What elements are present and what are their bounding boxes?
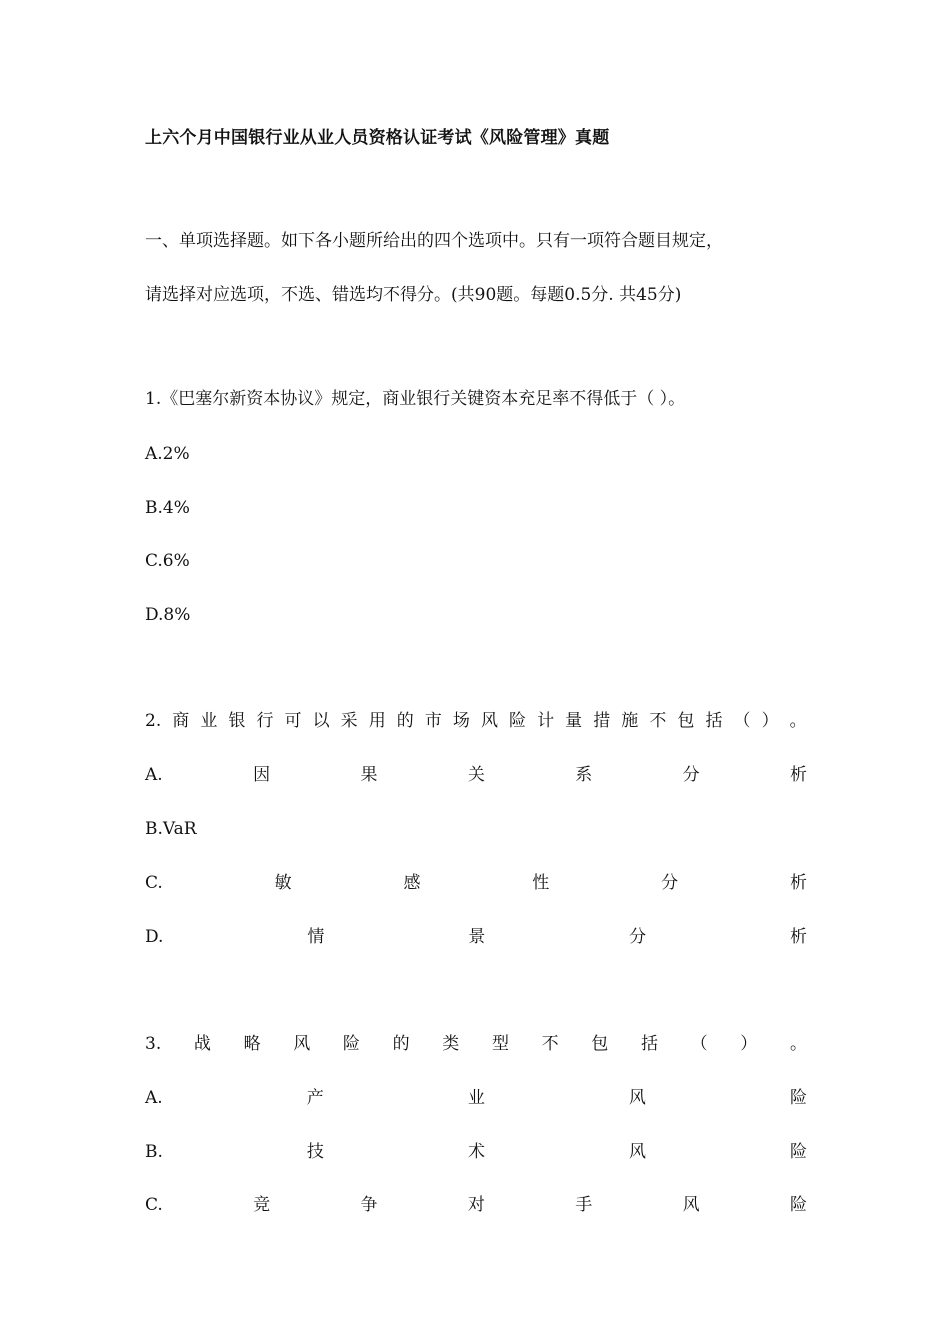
- text-token: 景: [468, 927, 486, 947]
- text-token: A.: [145, 1088, 163, 1108]
- text-token: C.: [145, 1195, 163, 1215]
- text-token: 计: [537, 711, 555, 731]
- text-token: 业: [467, 1088, 485, 1108]
- text-token: 对: [467, 1195, 485, 1215]
- text-token: 险: [789, 1142, 807, 1162]
- text-token: 包: [591, 1034, 609, 1054]
- question-2-option-a: [145, 763, 807, 787]
- text-token: D.: [145, 927, 164, 947]
- text-token: 不: [649, 711, 667, 731]
- text-token: 括: [705, 711, 723, 731]
- text-token: 不: [541, 1034, 559, 1054]
- text-token: 风: [480, 711, 498, 731]
- text-token: 包: [677, 711, 695, 731]
- text-token: 的: [392, 1034, 410, 1054]
- text-token: 。: [789, 1034, 807, 1054]
- text-token: ）: [740, 1034, 758, 1054]
- question-1-option-d: D.8%: [145, 605, 191, 625]
- text-token: 可: [284, 711, 302, 731]
- text-token: 术: [467, 1142, 485, 1162]
- text-token: 手: [575, 1195, 593, 1215]
- question-2-option-d: [145, 925, 807, 949]
- text-token: 行: [256, 711, 274, 731]
- text-token: （: [733, 711, 751, 731]
- text-token: 。: [789, 711, 807, 731]
- text-token: 风: [682, 1195, 700, 1215]
- text-token: 析: [789, 873, 807, 893]
- text-token: 性: [532, 873, 550, 893]
- text-token: 施: [621, 711, 639, 731]
- text-token: 情: [307, 927, 325, 947]
- question-1-option-b: B.4%: [145, 498, 190, 518]
- text-token: 风: [628, 1088, 646, 1108]
- text-token: 3.: [145, 1034, 162, 1054]
- text-token: A.: [145, 765, 163, 785]
- text-token: 2.: [145, 711, 162, 731]
- text-token: 感: [403, 873, 421, 893]
- text-token: 析: [790, 927, 807, 947]
- text-token: 因: [253, 765, 271, 785]
- text-token: 关: [467, 765, 485, 785]
- text-token: 系: [575, 765, 593, 785]
- question-3-option-c: [145, 1193, 807, 1217]
- text-token: 战: [193, 1034, 211, 1054]
- text-token: 的: [396, 711, 414, 731]
- text-token: 商: [172, 711, 190, 731]
- question-1-option-c: C.6%: [145, 551, 190, 571]
- text-token: 市: [424, 711, 442, 731]
- text-token: 类: [442, 1034, 460, 1054]
- text-token: ）: [761, 711, 779, 731]
- text-token: 争: [360, 1195, 378, 1215]
- text-token: 析: [789, 765, 807, 785]
- text-token: C.: [145, 873, 163, 893]
- text-token: 量: [565, 711, 583, 731]
- text-token: 险: [509, 711, 527, 731]
- text-token: 分: [682, 765, 700, 785]
- text-token: 技: [306, 1142, 324, 1162]
- text-token: 险: [790, 1088, 807, 1108]
- text-token: 业: [200, 711, 218, 731]
- text-token: 竞: [253, 1195, 271, 1215]
- text-token: 略: [243, 1034, 261, 1054]
- text-token: 分: [629, 927, 647, 947]
- section-intro-line-1: 一、单项选择题。如下各小题所给出的四个选项中。只有一项符合题目规定，: [145, 231, 723, 251]
- text-token: 场: [452, 711, 470, 731]
- question-2-stem: [145, 709, 807, 733]
- text-token: 括: [640, 1034, 658, 1054]
- text-token: 措: [593, 711, 611, 731]
- question-3-option-a: [145, 1086, 807, 1110]
- question-3-stem: [145, 1032, 807, 1056]
- text-token: 采: [340, 711, 358, 731]
- text-token: 分: [661, 873, 679, 893]
- document-title: 上六个月中国银行业从业人员资格认证考试《风险管理》真题: [145, 128, 610, 148]
- text-token: （: [690, 1034, 708, 1054]
- question-1-stem: 1.《巴塞尔新资本协议》规定，商业银行关键资本充足率不得低于（ ）。: [145, 389, 686, 409]
- question-2-option-c: [145, 871, 807, 895]
- text-token: 型: [491, 1034, 509, 1054]
- question-1-option-a: A.2%: [145, 444, 190, 464]
- text-token: 风: [628, 1142, 646, 1162]
- text-token: 用: [368, 711, 386, 731]
- text-token: 风: [293, 1034, 311, 1054]
- text-token: 银: [228, 711, 246, 731]
- text-token: 敏: [274, 873, 292, 893]
- text-token: 以: [312, 711, 330, 731]
- text-token: 产: [306, 1088, 324, 1108]
- text-token: 险: [789, 1195, 807, 1215]
- section-intro-line-2: 请选择对应选项，不选、错选均不得分。(共90题。每题0.5分. 共45分): [145, 285, 682, 305]
- question-3-option-b: [145, 1140, 807, 1164]
- text-token: 险: [342, 1034, 360, 1054]
- text-token: B.: [145, 1142, 163, 1162]
- text-token: 果: [360, 765, 378, 785]
- question-2-option-b: B.VaR: [145, 819, 197, 839]
